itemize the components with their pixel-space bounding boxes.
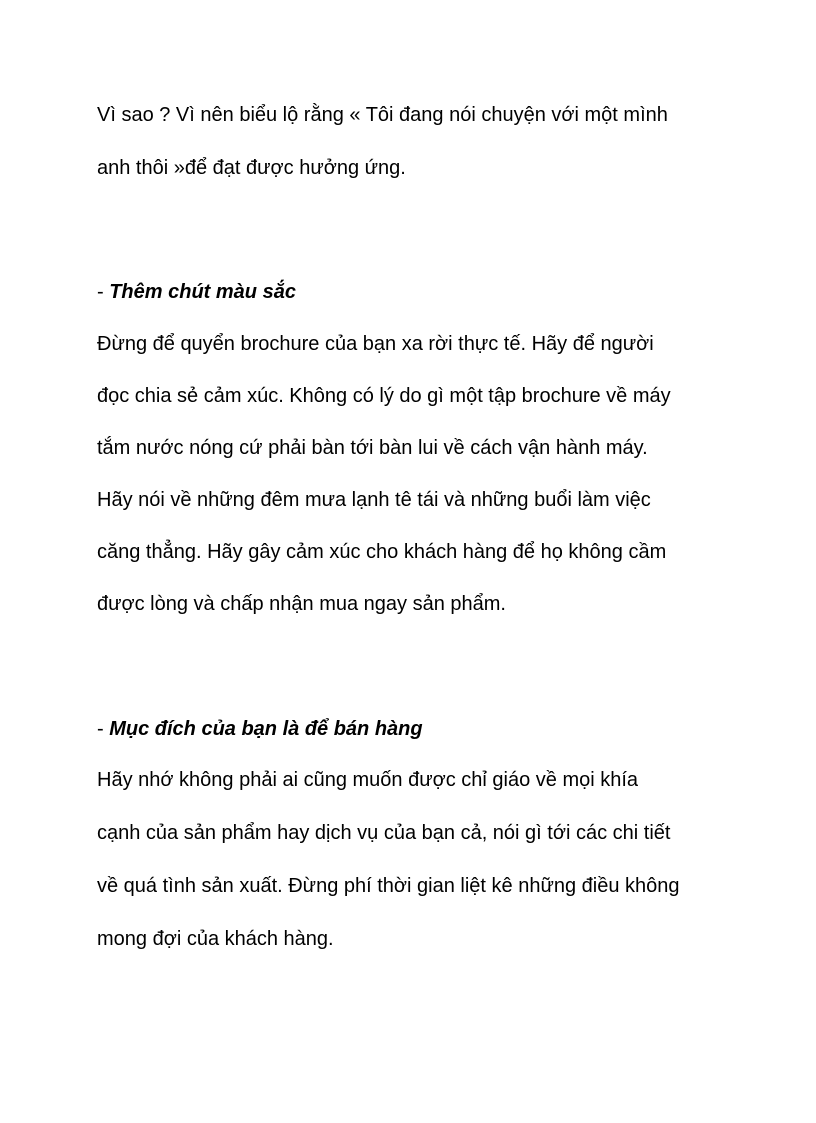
paragraph-line: mong đợi của khách hàng. — [97, 928, 334, 950]
paragraph-line: căng thẳng. Hãy gây cảm xúc cho khách hàng để họ không cầm — [97, 541, 667, 563]
heading-title: Thêm chút màu sắc — [109, 281, 296, 303]
heading-title: Mục đích của bạn là để bán hàng — [109, 718, 423, 740]
paragraph-line: cạnh của sản phẩm hay dịch vụ của bạn cả, nói gì tới các chi tiết — [97, 822, 671, 844]
section-heading — [97, 280, 296, 304]
paragraph-line: tắm nước nóng cứ phải bàn tới bàn lui về cách vận hành máy. — [97, 437, 648, 459]
paragraph-line: đọc chia sẻ cảm xúc. Không có lý do gì một tập brochure về máy — [97, 385, 671, 407]
paragraph-line: Đừng để quyển brochure của bạn xa rời thực tế. Hãy để người — [97, 333, 654, 355]
paragraph-line: Hãy nhớ không phải ai cũng muốn được chỉ giáo về mọi khía — [97, 769, 639, 791]
paragraph-line: được lòng và chấp nhận mua ngay sản phẩm. — [97, 593, 506, 615]
intro-line: Vì sao ? Vì nên biểu lộ rằng « Tôi đang nói chuyện với một mình — [97, 104, 668, 126]
paragraph-line: về quá tình sản xuất. Đừng phí thời gian liệt kê những điều không — [97, 875, 680, 897]
intro-line: anh thôi »để đạt được hưởng ứng. — [97, 157, 406, 179]
paragraph-line: Hãy nói về những đêm mưa lạnh tê tái và những buổi làm việc — [97, 489, 651, 511]
heading-dash: - — [97, 281, 110, 303]
heading-dash: - — [97, 718, 110, 740]
section-heading — [97, 717, 423, 741]
